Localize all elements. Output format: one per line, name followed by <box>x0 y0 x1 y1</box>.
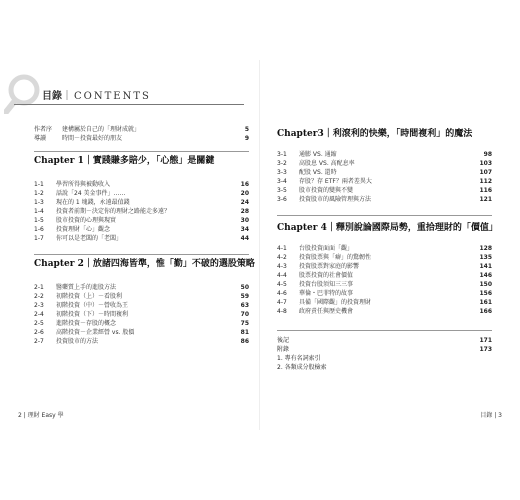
appendix-sub-row: 2. 各類成分股檢索 <box>277 364 327 371</box>
left-page-footer: 2 | 理財 Easy 學 <box>18 412 64 419</box>
toc-title: 目錄｜CONTENTS <box>42 91 151 102</box>
toc-row: 1-4 投資者前期－決定你的理財之路能走多遠？ 28 <box>34 208 249 215</box>
toc-row: 2-6 高階投資－企業經營 vs. 股價 81 <box>34 329 249 336</box>
page-gutter <box>259 60 260 430</box>
toc-row: 1-7 你可以是老闆的「老闆」 44 <box>34 235 249 242</box>
toc-row: 1-6 投資理財「心」觀念 34 <box>34 226 249 233</box>
chapter-1-title: Chapter 1｜實踐賺多賠少，「心態」是關鍵 <box>34 156 215 166</box>
toc-row: 3-1 通膨 VS. 通縮 98 <box>277 151 492 158</box>
appendix-row: 附錄 173 <box>277 346 492 353</box>
toc-row: 2-1 醫藥質上手的進股方法 50 <box>34 284 249 291</box>
appendix-sub-row: 1. 專有名詞索引 <box>277 355 321 362</box>
chapter-rule <box>34 151 249 152</box>
preface-row: 作者序 建構屬於自己的「理財成就」 5 <box>34 126 249 133</box>
toc-row: 2-4 初階投資（下）－時間複利 70 <box>34 311 249 318</box>
toc-row: 4-3 投資股票對家庭的影響 141 <box>277 263 492 270</box>
toc-row: 4-2 投資股票與「癖」的驚韌性 135 <box>277 254 492 261</box>
toc-row: 3-4 存股？存 ETF？兩者差異大 112 <box>277 178 492 185</box>
toc-row: 2-5 進階投資－存股的概念 75 <box>34 320 249 327</box>
toc-row: 2-2 初階投資（上）－看股利 59 <box>34 293 249 300</box>
toc-row: 4-4 股票投資的社會價值 146 <box>277 272 492 279</box>
chapter-rule <box>34 254 249 255</box>
appendix-rule <box>277 330 492 331</box>
toc-row: 2-7 投資股市的方法 86 <box>34 338 249 345</box>
toc-row: 4-1 台股投資面面「觀」 128 <box>277 245 492 252</box>
toc-row: 3-3 配股 VS. 還時 107 <box>277 169 492 176</box>
toc-row: 2-3 初階投資（中）－營收為王 63 <box>34 302 249 309</box>
toc-row: 1-2 話說「24 美金事件」…… 20 <box>34 190 249 197</box>
toc-row: 4-6 華倫・巴菲特的故事 156 <box>277 290 492 297</box>
chapter-2-title: Chapter 2｜放諸四海皆準，惟「勤」不破的選股策略 <box>34 259 255 269</box>
afterword-row: 後記 171 <box>277 337 492 344</box>
chapter-rule <box>277 215 492 216</box>
title-rule <box>14 104 244 105</box>
toc-row: 4-5 投資台股須知三三事 150 <box>277 281 492 288</box>
toc-row: 4-8 政府責任與歷史機會 166 <box>277 308 492 315</box>
chapter-4-title: Chapter 4｜釋別說論國際局勢，重拾理財的「價值」 <box>277 223 498 233</box>
chapter-3-title: Chapter3｜利滾利的快樂，「時間複利」的魔法 <box>277 129 473 139</box>
right-page-footer: 目錄 | 3 <box>480 412 502 419</box>
toc-row: 1-5 股市投資的心理與現實 30 <box>34 217 249 224</box>
toc-row: 1-3 現在的 1 塊錢，永遠最值錢 24 <box>34 199 249 206</box>
toc-row: 3-2 高股息 VS. 高配息率 103 <box>277 160 492 167</box>
toc-row: 4-7 具備「國際觀」的投資理財 161 <box>277 299 492 306</box>
guide-row: 導讀 時間－投資最好的朋友 9 <box>34 135 249 142</box>
toc-row: 3-6 投資股市的風險管理與方法 121 <box>277 196 492 203</box>
toc-row: 1-1 學習所得與被動收入 16 <box>34 181 249 188</box>
toc-row: 3-5 股市投資的變與不變 116 <box>277 187 492 194</box>
